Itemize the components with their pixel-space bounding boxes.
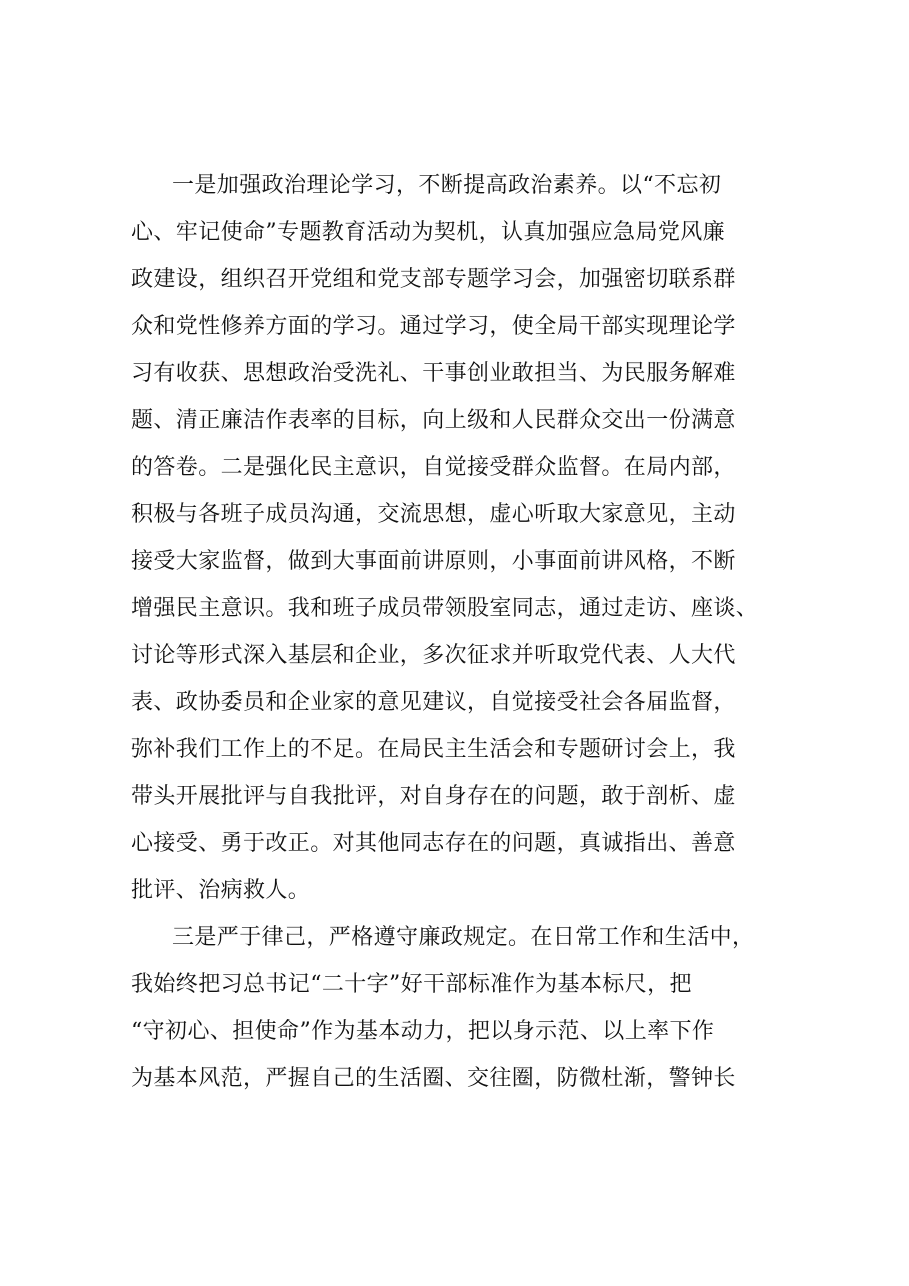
text-line: 题、清正廉洁作表率的目标，向上级和人民群众交出一份满意 [131, 408, 736, 433]
text-line: 一是加强政治理论学习，不断提高政治素养。以“不忘初 [172, 173, 722, 198]
text-line: 政建设，组织召开党组和党支部专题学习会，加强密切联系群 [131, 267, 736, 292]
text-line: 弥补我们工作上的不足。在局民主生活会和专题研讨会上，我 [131, 737, 736, 762]
text-line: 习有收获、思想政治受洗礼、干事创业敢担当、为民服务解难 [131, 361, 736, 386]
text-line: 接受大家监督，做到大事面前讲原则，小事面前讲风格，不断 [131, 549, 736, 574]
text-line: 心、牢记使命”专题教育活动为契机，认真加强应急局党风廉 [131, 220, 726, 245]
text-line: 心接受、勇于改正。对其他同志存在的问题，真诚指出、善意 [131, 831, 736, 856]
text-line: 表、政协委员和企业家的意见建议，自觉接受社会各届监督， [131, 690, 736, 715]
text-line: 众和党性修养方面的学习。通过学习，使全局干部实现理论学 [131, 314, 736, 339]
text-line: 的答卷。二是强化民主意识，自觉接受群众监督。在局内部， [131, 455, 736, 480]
text-line: 讨论等形式深入基层和企业，多次征求并听取党代表、人大代 [131, 643, 736, 668]
text-line: “守初心、担使命”作为基本动力，把以身示范、以上率下作 [131, 1019, 715, 1044]
text-line: 积极与各班子成员沟通，交流思想，虚心听取大家意见，主动 [131, 502, 736, 527]
text-line: 增强民主意识。我和班子成员带领股室同志，通过走访、座谈、 [131, 596, 759, 621]
text-line: 批评、治病救人。 [131, 878, 311, 903]
text-line: 带头开展批评与自我批评，对自身存在的问题，敢于剖析、虚 [131, 784, 736, 809]
text-line: 我始终把习总书记“二十字”好干部标准作为基本标尺，把 [131, 972, 692, 997]
text-line: 为基本风范，严握自己的生活圈、交往圈，防微杜渐，警钟长 [131, 1066, 736, 1091]
text-line: 三是严于律己，严格遵守廉政规定。在日常工作和生活中， [172, 925, 755, 950]
